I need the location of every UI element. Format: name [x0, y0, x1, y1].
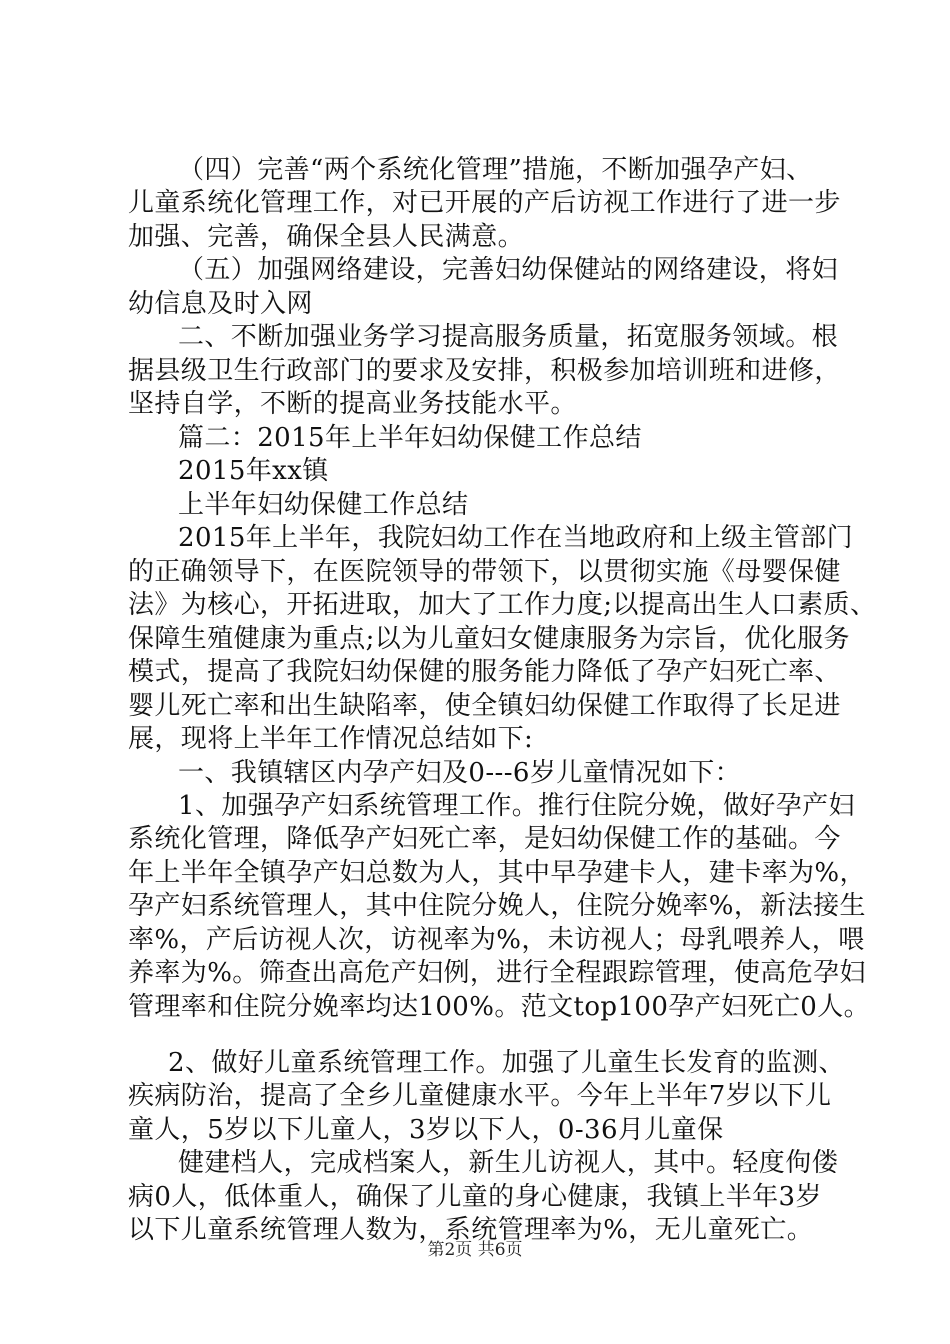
- paragraph-line: 一、我镇辖区内孕产妇及0---6岁儿童情况如下：: [178, 758, 742, 788]
- paragraph-line: 展，现将上半年工作情况总结如下:: [128, 724, 534, 754]
- paragraph-line: 管理率和住院分娩率均达100%。范文top100孕产妇死亡0人。: [128, 992, 871, 1022]
- paragraph-line: 婴儿死亡率和出生缺陷率，使全镇妇幼保健工作取得了长足进: [128, 691, 841, 721]
- paragraph-line: 法》为核心，开拓进取，加大了工作力度;以提高出生人口素质、: [128, 590, 877, 620]
- subtitle-line: 2015年xx镇: [178, 456, 329, 486]
- paragraph-line: （五）加强网络建设，完善妇幼保健站的网络建设，将妇: [178, 255, 839, 285]
- paragraph-line: 坚持自学，不断的提高业务技能水平。: [128, 389, 577, 419]
- paragraph-line: 以下儿童系统管理人数为，系统管理率为%，无儿童死亡。: [128, 1215, 814, 1245]
- section-heading: 篇二：2015年上半年妇幼保健工作总结: [178, 423, 642, 453]
- paragraph-line: 孕产妇系统管理人，其中住院分娩人，住院分娩率%，新法接生: [128, 891, 866, 921]
- paragraph-line: 系统化管理，降低孕产妇死亡率，是妇幼保健工作的基础。今: [128, 824, 841, 854]
- paragraph-line: 疾病防治，提高了全乡儿童健康水平。今年上半年7岁以下儿: [128, 1081, 832, 1111]
- paragraph-line: 率%，产后访视人次，访视率为%，未访视人；母乳喂养人，喂: [128, 925, 865, 955]
- paragraph-line: 健建档人，完成档案人，新生儿访视人，其中。轻度佝偻: [178, 1148, 839, 1178]
- paragraph-line: 2、做好儿童系统管理工作。加强了儿童生长发育的监测、: [168, 1048, 845, 1078]
- paragraph-line: 加强、完善，确保全县人民满意。: [128, 222, 525, 252]
- paragraph-line: 1、加强孕产妇系统管理工作。推行住院分娩，做好孕产妇: [178, 791, 855, 821]
- paragraph-line: 养率为%。筛查出高危产妇例，进行全程跟踪管理，使高危孕妇: [128, 958, 866, 988]
- page-number-footer: 第2页 共6页: [427, 1240, 523, 1260]
- paragraph-line: 童人，5岁以下儿童人，3岁以下人，0-36月儿童保: [128, 1115, 724, 1145]
- paragraph-line: 2015年上半年，我院妇幼工作在当地政府和上级主管部门: [178, 523, 853, 553]
- paragraph-line: 儿童系统化管理工作，对已开展的产后访视工作进行了进一步: [128, 188, 841, 218]
- paragraph-line: 模式，提高了我院妇幼保健的服务能力降低了孕产妇死亡率、: [128, 657, 841, 687]
- paragraph-line: 年上半年全镇孕产妇总数为人，其中早孕建卡人，建卡率为%，: [128, 858, 866, 888]
- subtitle-line: 上半年妇幼保健工作总结: [178, 490, 469, 520]
- paragraph-line: 据县级卫生行政部门的要求及安排，积极参加培训班和进修，: [128, 356, 841, 386]
- paragraph-line: 幼信息及时入网: [128, 289, 313, 319]
- paragraph-line: 二、不断加强业务学习提高服务质量，拓宽服务领域。根: [178, 322, 839, 352]
- paragraph-line: （四）完善“两个系统化管理”措施，不断加强孕产妇、: [178, 155, 813, 185]
- paragraph-line: 的正确领导下，在医院领导的带领下，以贯彻实施《母婴保健: [128, 557, 841, 587]
- paragraph-line: 病0人，低体重人，确保了儿童的身心健康，我镇上半年3岁: [128, 1182, 822, 1212]
- paragraph-line: 保障生殖健康为重点;以为儿童妇女健康服务为宗旨，优化服务: [128, 624, 850, 654]
